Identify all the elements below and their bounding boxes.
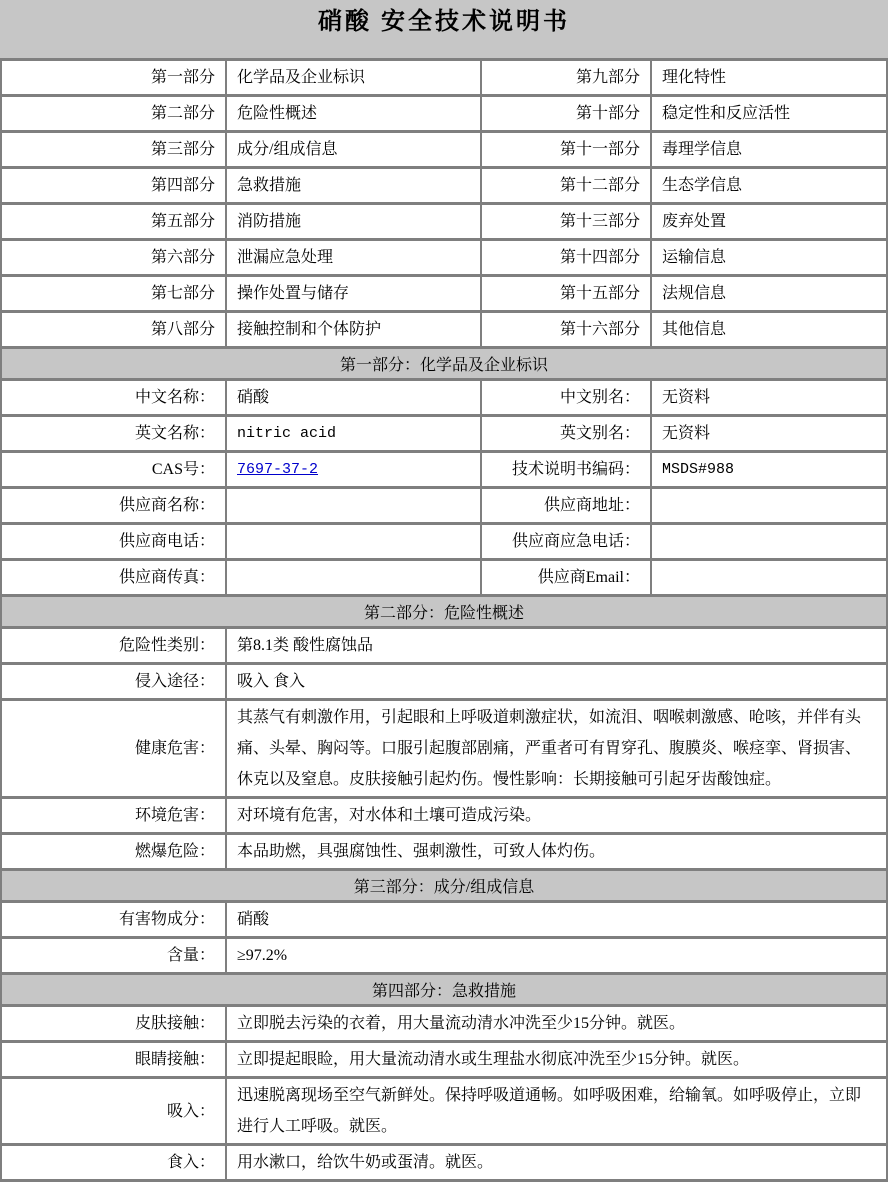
- toc-row: [2, 277, 886, 313]
- field-row: [2, 1043, 886, 1079]
- field-row: [2, 417, 886, 453]
- section-header-title: 第三部分：成分/组成信息: [353, 879, 535, 896]
- toc-section-title: 接触控制和个体防护: [225, 313, 480, 346]
- toc-section-title: 操作处置与储存: [225, 277, 480, 310]
- field-label-english-name: 英文名称：: [134, 425, 215, 442]
- field-label-supplier-email: 供应商Email：: [480, 561, 650, 594]
- toc-section-number: 第十一部分: [480, 133, 650, 166]
- field-label-cas-number: CAS号：: [151, 461, 215, 478]
- field-label-inhalation: 吸入：: [166, 1102, 215, 1120]
- field-label-supplier-fax: 供应商传真：: [118, 569, 215, 586]
- field-label-eye-contact: 眼睛接触：: [134, 1051, 215, 1068]
- toc-section-number: 第五部分: [150, 213, 215, 230]
- section-header-4: [2, 975, 886, 1007]
- field-label-skin-contact: 皮肤接触：: [134, 1015, 215, 1032]
- field-row: [2, 903, 886, 939]
- toc-section-number: 第四部分: [150, 177, 215, 194]
- toc-section-title: 毒理学信息: [650, 133, 886, 166]
- field-row: [2, 1146, 886, 1182]
- toc-section-title: 稳定性和反应活性: [650, 97, 886, 130]
- field-value-content: ≥97.2%: [225, 939, 886, 972]
- toc-section-title: 泄漏应急处理: [225, 241, 480, 274]
- field-value-cas-number: [225, 453, 480, 486]
- field-row: [2, 1079, 886, 1146]
- field-label-supplier-name: 供应商名称：: [118, 497, 215, 514]
- field-value-supplier-fax: [225, 561, 480, 594]
- toc-section-number: 第十四部分: [480, 241, 650, 274]
- field-value-exposure-routes: 吸入 食入: [225, 665, 886, 698]
- field-row: [2, 701, 886, 799]
- field-label-msds-code: 技术说明书编码：: [480, 453, 650, 486]
- toc-section-title: 生态学信息: [650, 169, 886, 202]
- toc-section-number: 第七部分: [150, 285, 215, 302]
- toc-section-number: 第九部分: [480, 61, 650, 94]
- section-header-title: 第四部分：急救措施: [371, 983, 516, 1000]
- field-label-content: 含量：: [166, 947, 215, 964]
- field-row: [2, 1007, 886, 1043]
- field-value-eye-contact: 立即提起眼睑，用大量流动清水或生理盐水彻底冲洗至少15分钟。就医。: [225, 1043, 886, 1076]
- cas-number-link[interactable]: 7697-37-2: [237, 461, 319, 478]
- field-label-chinese-name: 中文名称：: [134, 389, 215, 406]
- field-row: [2, 835, 886, 871]
- toc-row: [2, 169, 886, 205]
- field-label-health-hazards: 健康危害：: [134, 740, 215, 757]
- field-row: [2, 939, 886, 975]
- field-label-explosion-hazard: 燃爆危险：: [134, 843, 215, 860]
- toc-section-number: 第二部分: [150, 105, 215, 122]
- field-row: [2, 453, 886, 489]
- toc-row: [2, 313, 886, 349]
- toc-section-title: 其他信息: [650, 313, 886, 346]
- field-value-supplier-phone: [225, 525, 480, 558]
- section-header-3: [2, 871, 886, 903]
- toc-section-title: 废弃处置: [650, 205, 886, 238]
- field-value-environmental-hazards: 对环境有危害，对水体和土壤可造成污染。: [225, 799, 886, 832]
- field-value-inhalation: 迅速脱离现场至空气新鲜处。保持呼吸道通畅。如呼吸困难，给输氧。如呼吸停止，立即进行人工呼吸。就医。: [225, 1079, 886, 1143]
- toc-row: [2, 205, 886, 241]
- section-header-title: 第一部分：化学品及企业标识: [339, 357, 548, 374]
- field-label-supplier-phone: 供应商电话：: [118, 533, 215, 550]
- field-value-skin-contact: 立即脱去污染的衣着，用大量流动清水冲洗至少15分钟。就医。: [225, 1007, 886, 1040]
- field-row: [2, 525, 886, 561]
- toc-section-number: 第十五部分: [480, 277, 650, 310]
- field-label-chinese-alias: 中文别名：: [480, 381, 650, 414]
- toc-section-title: 理化特性: [650, 61, 886, 94]
- toc-section-title: 化学品及企业标识: [225, 61, 480, 94]
- field-row: [2, 489, 886, 525]
- toc-row: [2, 61, 886, 97]
- toc-section-title: 急救措施: [225, 169, 480, 202]
- section-header-title: 第二部分：危险性概述: [363, 605, 524, 622]
- field-value-chinese-name: 硝酸: [225, 381, 480, 414]
- field-row: [2, 665, 886, 701]
- field-label-english-alias: 英文别名：: [480, 417, 650, 450]
- toc-section-title: 成分/组成信息: [225, 133, 480, 166]
- field-value-english-name: nitric acid: [225, 417, 480, 450]
- field-row: [2, 381, 886, 417]
- page-title: 硝酸 安全技术说明书: [318, 9, 570, 35]
- field-label-environmental-hazards: 环境危害：: [134, 807, 215, 824]
- field-value-ingestion: 用水漱口，给饮牛奶或蛋清。就医。: [225, 1146, 886, 1179]
- field-value-supplier-emergency-phone: [650, 525, 886, 558]
- field-label-harmful-components: 有害物成分：: [118, 911, 215, 928]
- field-label-exposure-routes: 侵入途径：: [134, 673, 215, 690]
- field-label-supplier-address: 供应商地址：: [480, 489, 650, 522]
- field-label-hazard-class: 危险性类别：: [118, 637, 215, 654]
- toc-section-number: 第一部分: [150, 69, 215, 86]
- toc-section-number: 第三部分: [150, 141, 215, 158]
- field-row: [2, 629, 886, 665]
- field-value-harmful-components: 硝酸: [225, 903, 886, 936]
- toc-row: [2, 97, 886, 133]
- msds-table: [0, 58, 888, 1182]
- field-row: [2, 799, 886, 835]
- toc-section-title: 危险性概述: [225, 97, 480, 130]
- toc-row: [2, 133, 886, 169]
- toc-section-number: 第六部分: [150, 249, 215, 266]
- section-header-1: [2, 349, 886, 381]
- toc-section-number: 第十二部分: [480, 169, 650, 202]
- toc-row: [2, 241, 886, 277]
- section-header-2: [2, 597, 886, 629]
- field-value-chinese-alias: 无资料: [650, 381, 886, 414]
- field-value-msds-code: MSDS#988: [650, 453, 886, 486]
- field-row: [2, 561, 886, 597]
- field-value-supplier-address: [650, 489, 886, 522]
- field-value-health-hazards: 其蒸气有刺激作用，引起眼和上呼吸道刺激症状，如流泪、咽喉刺激感、呛咳，并伴有头痛、头晕、胸闷等。口服引起腹部剧痛，严重者可有胃穿孔、腹膜炎、喉痉挛、肾损害、休克以及窒息。皮肤接触引起灼伤。慢性影响：长期接触可引起牙齿酸蚀症。: [225, 701, 886, 796]
- toc-section-number: 第十六部分: [480, 313, 650, 346]
- toc-section-title: 消防措施: [225, 205, 480, 238]
- toc-section-number: 第十部分: [480, 97, 650, 130]
- field-label-supplier-emergency-phone: 供应商应急电话：: [480, 525, 650, 558]
- field-value-supplier-email: [650, 561, 886, 594]
- toc-section-title: 运输信息: [650, 241, 886, 274]
- field-value-supplier-name: [225, 489, 480, 522]
- field-label-ingestion: 食入：: [166, 1154, 215, 1171]
- toc-section-title: 法规信息: [650, 277, 886, 310]
- field-value-explosion-hazard: 本品助燃，具强腐蚀性、强刺激性，可致人体灼伤。: [225, 835, 886, 868]
- field-value-hazard-class: 第8.1类 酸性腐蚀品: [225, 629, 886, 662]
- document-header: [0, 0, 888, 58]
- toc-section-number: 第十三部分: [480, 205, 650, 238]
- field-value-english-alias: 无资料: [650, 417, 886, 450]
- toc-section-number: 第八部分: [150, 321, 215, 338]
